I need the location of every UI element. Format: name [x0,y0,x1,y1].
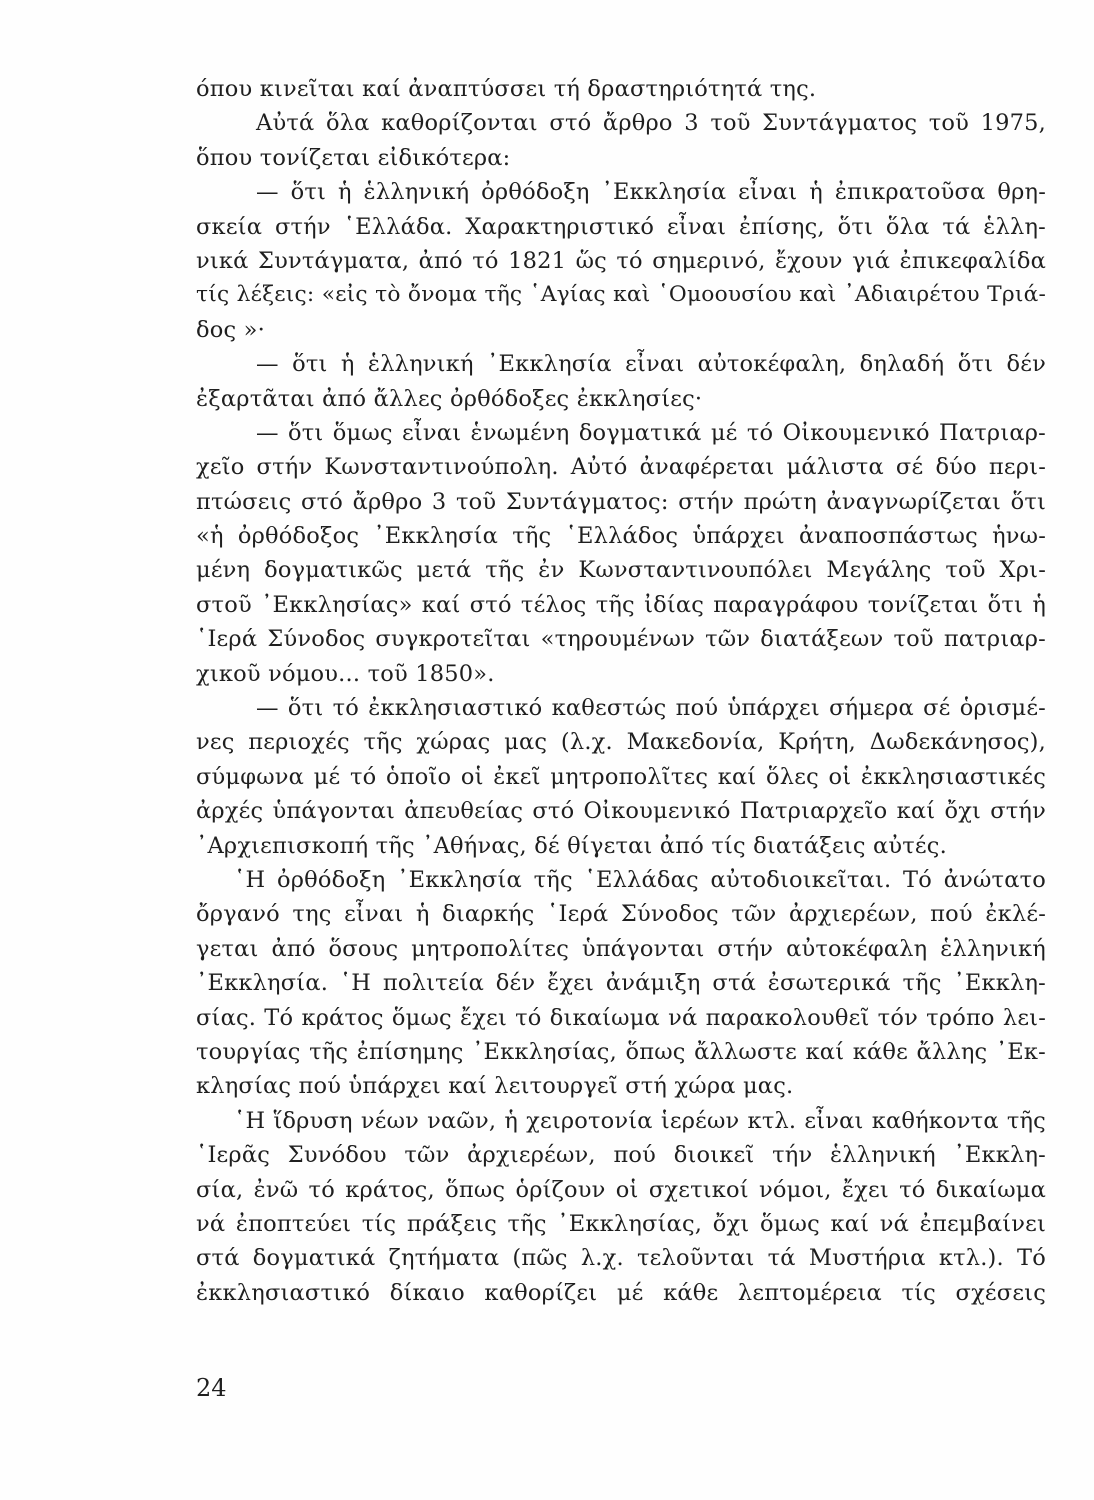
text-line: ἐκκλησιαστικό δίκαιο καθορίζει μέ κάθε λεπτομέρεια τίς σχέσεις [196,1279,1046,1306]
text-line: ἀρχές ὑπάγονται ἀπευθείας στό Οἰκουμενικό Πατριαρχεῖο καί ὄχι στήν [196,798,1046,825]
text-line: ῾Ιερᾶς Συνόδου τῶν ἀρχιερέων, πού διοικεῖ τήν ἑλληνική ᾽Εκκλη- [196,1142,1046,1169]
page-number: 24 [196,1374,227,1402]
text-line: νά ἐποπτεύει τίς πράξεις τῆς ᾽Εκκλησίας, ὄχι ὅμως καί νά ἐπεμβαίνει [196,1210,1046,1237]
text-line: ἐξαρτᾶται ἀπό ἄλλες ὀρθόδοξες ἐκκλησίες· [196,385,703,412]
text-line: — ὅτι ὅμως εἶναι ἑνωμένη δογματικά μέ τό Οἰκουμενικό Πατριαρ- [256,419,1046,446]
body-text [196,72,1046,1310]
text-line: ᾽Αρχιεπισκοπή τῆς ᾽Αθήνας, δέ θίγεται ἀπό τίς διατάξεις αὐτές. [196,832,947,859]
text-line: — ὅτι ἡ ἑλληνική ὀρθόδοξη ᾽Εκκλησία εἶναι ἡ ἐπικρατοῦσα θρη- [256,179,1046,206]
text-line: πτώσεις στό ἄρθρο 3 τοῦ Συντάγματος: στήν πρώτη ἀναγνωρίζεται ὅτι [196,488,1046,515]
text-line: χεῖο στήν Κωνσταντινούπολη. Αὐτό ἀναφέρεται μάλιστα σέ δύο περι- [196,454,1046,481]
text-line: Αὐτά ὅλα καθορίζονται στό ἄρθρο 3 τοῦ Συντάγματος τοῦ 1975, [256,110,1046,137]
text-line: ὄργανό της εἶναι ἡ διαρκής ῾Ιερά Σύνοδος τῶν ἀρχιερέων, πού ἐκλέ- [196,901,1046,928]
text-line: τίς λέξεις: «εἰς τὸ ὄνομα τῆς ῾Αγίας καὶ ῾Ομοουσίου καὶ ᾽Αδιαιρέτου Τριά- [196,282,1046,308]
text-line: σία, ἐνῶ τό κράτος, ὅπως ὁρίζουν οἱ σχετικοί νόμοι, ἔχει τό δικαίωμα [196,1176,1046,1203]
text-line: σύμφωνα μέ τό ὁποῖο οἱ ἐκεῖ μητροπολῖτες καί ὅλες οἱ ἐκκλησιαστικές [196,763,1046,790]
text-line: νες περιοχές τῆς χώρας μας (λ.χ. Μακεδονία, Κρήτη, Δωδεκάνησος), [196,729,1046,756]
text-line: ὅπου τονίζεται εἰδικότερα: [196,144,511,171]
text-line: ῾Ιερά Σύνοδος συγκροτεῖται «τηρουμένων τῶν διατάξεων τοῦ πατριαρ- [196,626,1046,653]
text-line: — ὅτι ἡ ἑλληνική ᾽Εκκλησία εἶναι αὐτοκέφαλη, δηλαδή ὅτι δέν [256,351,1046,378]
text-line: χικοῦ νόμου... τοῦ 1850». [196,660,495,687]
text-line: ᾽Εκκλησία. ῾Η πολιτεία δέν ἔχει ἀνάμιξη στά ἐσωτερικά τῆς ᾽Εκκλη- [196,970,1046,997]
text-line: όπου κινεῖται καί ἀναπτύσσει τή δραστηριότητά της. [196,76,817,102]
text-line: δος »· [196,316,265,343]
text-line: γεται ἀπό ὅσους μητροπολίτες ὑπάγονται στήν αὐτοκέφαλη ἑλληνική [196,935,1046,962]
text-line: στά δογματικά ζητήματα (πῶς λ.χ. τελοῦνται τά Μυστήρια κτλ.). Τό [196,1245,1046,1272]
text-line: «ἡ ὀρθόδοξος ᾽Εκκλησία τῆς ῾Ελλάδος ὑπάρχει ἀναποσπάστως ἡνω- [196,523,1046,550]
text-line: κλησίας πού ὑπάρχει καί λειτουργεῖ στή χώρα μας. [196,1073,794,1100]
text-line: ῾Η ἵδρυση νέων ναῶν, ἡ χειροτονία ἱερέων κτλ. εἶναι καθήκοντα τῆς [234,1107,1046,1134]
text-line: — ὅτι τό ἐκκλησιαστικό καθεστώς πού ὑπάρχει σήμερα σέ ὁρισμέ- [256,695,1046,722]
text-line: σίας. Τό κράτος ὅμως ἔχει τό δικαίωμα νά παρακολουθεῖ τόν τρόπο λει- [196,1004,1046,1031]
text-line: νικά Συντάγματα, ἀπό τό 1821 ὥς τό σημερινό, ἔχουν γιά ἐπικεφαλίδα [196,247,1046,274]
text-line: σκεία στήν ῾Ελλάδα. Χαρακτηριστικό εἶναι ἐπίσης, ὅτι ὅλα τά ἑλλη- [196,213,1046,240]
text-line: τουργίας τῆς ἐπίσημης ᾽Εκκλησίας, ὅπως ἄλλωστε καί κάθε ἄλλης ᾽Εκ- [196,1038,1046,1065]
text-line: μένη δογματικῶς μετά τῆς ἐν Κωνσταντινουπόλει Μεγάλης τοῦ Χρι- [196,557,1046,584]
text-line: στοῦ ᾽Εκκλησίας» καί στό τέλος τῆς ἰδίας παραγράφου τονίζεται ὅτι ἡ [196,591,1046,618]
text-line: ῾Η ὀρθόδοξη ᾽Εκκλησία τῆς ῾Ελλάδας αὐτοδιοικεῖται. Τό ἀνώτατο [234,866,1046,893]
